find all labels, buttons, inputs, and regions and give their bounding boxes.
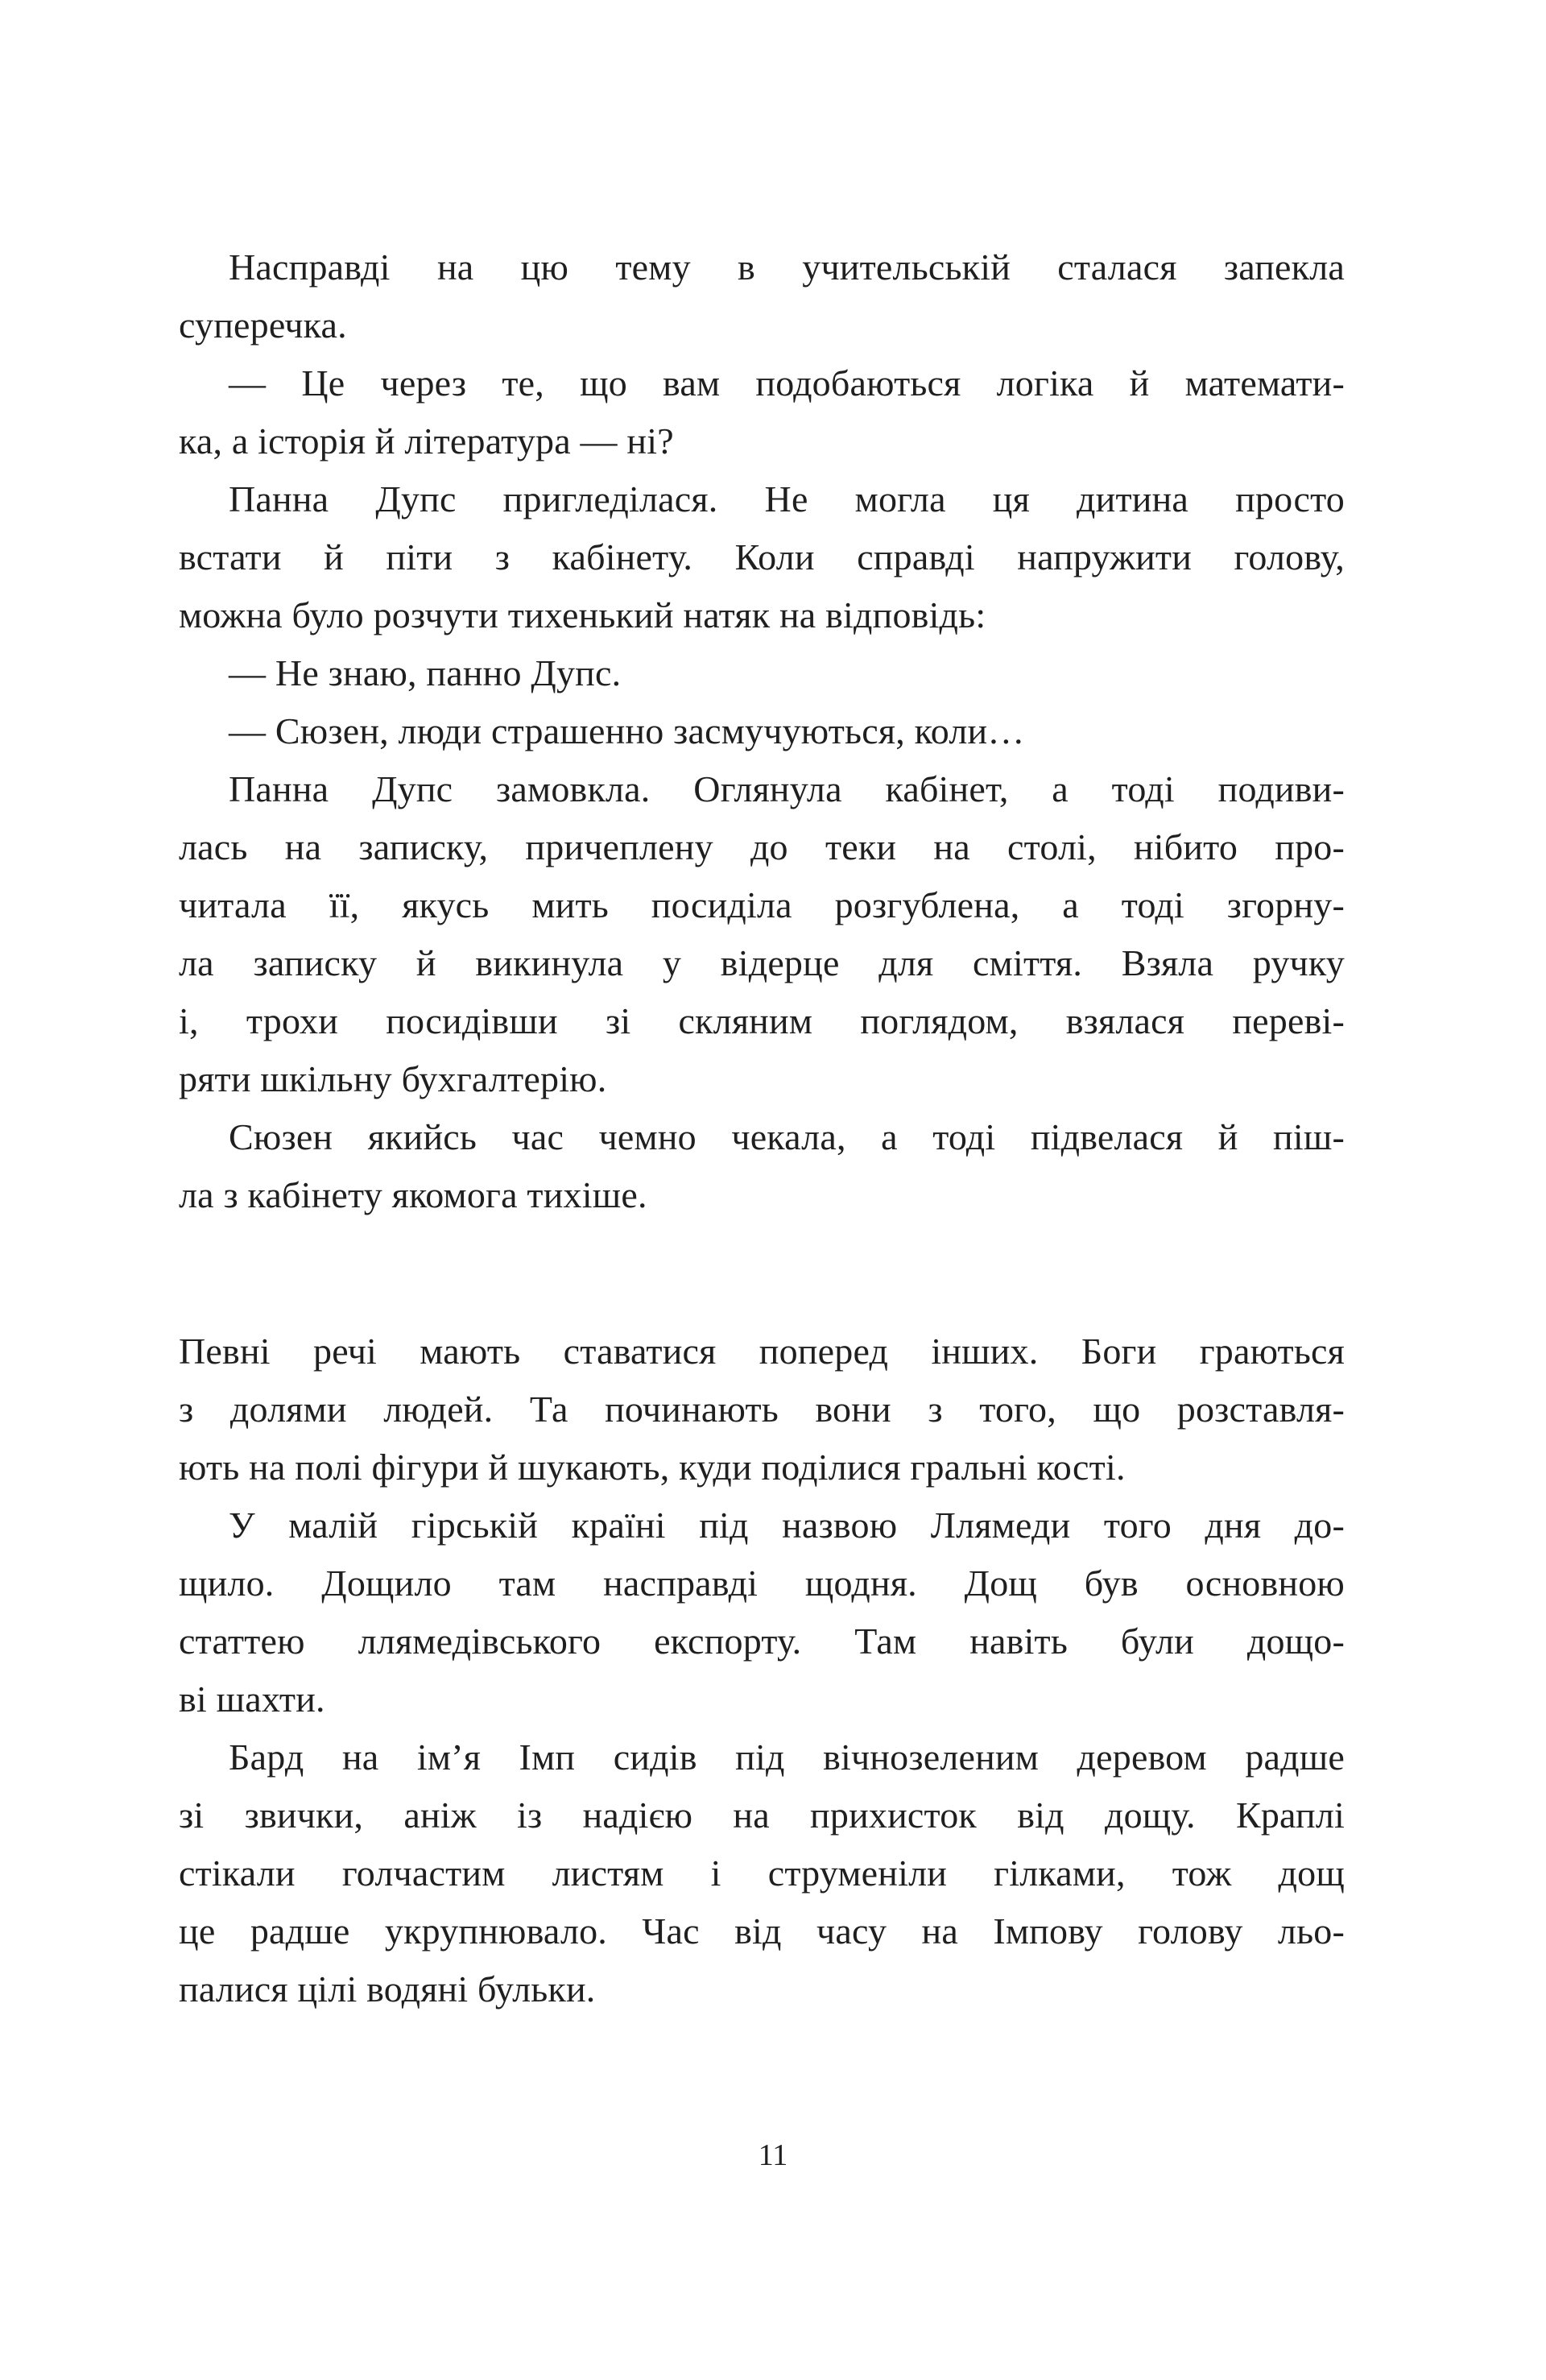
text-line: палися цілі водяні бульки.	[179, 1968, 596, 2010]
text-line: ла записку й викинула у відерце для сміття. Взяла ручку	[179, 942, 1345, 983]
text-line: — Не знаю, панно Дупс.	[229, 652, 622, 693]
text-line: У малій гірській країні під назвою Ллямеди того дня до-	[229, 1505, 1345, 1546]
text-line: Певні речі мають ставатися поперед інших. Боги граються	[179, 1331, 1345, 1372]
text-line: стікали голчастим листям і струменіли гілками, тож дощ	[179, 1852, 1345, 1894]
text-line: з долями людей. Та починають вони з того, що розставля-	[179, 1389, 1345, 1430]
text-line: ві шахти.	[179, 1678, 325, 1720]
text-line: читала її, якусь мить посиділа розгублена, а тоді згорну-	[179, 884, 1345, 925]
paragraph	[179, 1322, 1345, 1496]
text-line: і, трохи посидівши зі скляним поглядом, взялася переві-	[179, 1000, 1345, 1041]
paragraph	[179, 702, 1345, 760]
paragraph	[179, 760, 1345, 1108]
text-line: ка, а історія й література — ні?	[179, 420, 674, 462]
text-line: Сюзен якийсь час чемно чекала, а тоді підвелася й піш-	[229, 1116, 1345, 1157]
text-line: встати й піти з кабінету. Коли справді напружити голову,	[179, 536, 1345, 577]
text-line: ла з кабінету якомога тихіше.	[179, 1174, 647, 1215]
paragraph	[179, 238, 1345, 354]
paragraph	[179, 354, 1345, 470]
paragraph	[179, 644, 1345, 702]
paragraph	[179, 1108, 1345, 1224]
text-block	[179, 238, 1345, 2018]
text-line: суперечка.	[179, 304, 347, 346]
page-number: 11	[758, 2138, 788, 2172]
text-line: Панна Дупс замовкла. Оглянула кабінет, а тоді подиви-	[229, 768, 1345, 809]
text-line: можна було розчути тихенький натяк на відповідь:	[179, 594, 986, 635]
text-line: зі звички, аніж із надією на прихисток від дощу. Краплі	[179, 1794, 1345, 1836]
text-line: ють на полі фігури й шукають, куди поділися гральні кості.	[179, 1447, 1126, 1488]
text-line: щило. Дощило там насправді щодня. Дощ був основною	[179, 1563, 1345, 1604]
paragraph	[179, 1496, 1345, 1728]
paragraph	[179, 470, 1345, 644]
text-line: лась на записку, причеплену до теки на столі, нібито про-	[179, 826, 1345, 867]
text-line: ряти шкільну бухгалтерію.	[179, 1058, 607, 1099]
paragraph	[179, 1728, 1345, 2018]
text-line: — Сюзен, люди страшенно засмучуються, коли…	[229, 710, 1025, 751]
text-line: Панна Дупс пригледілася. Не могла ця дитина просто	[229, 478, 1345, 519]
text-line: статтею ллямедівського експорту. Там навіть були дощо-	[179, 1620, 1345, 1662]
text-line: Бард на ім’я Імп сидів під вічнозеленим деревом радше	[229, 1736, 1345, 1778]
text-line: — Це через те, що вам подобаються логіка й математи-	[229, 362, 1345, 404]
text-line: Насправді на цю тему в учительській сталася запекла	[229, 246, 1345, 288]
text-line: це радше укрупнювало. Час від часу на Імпову голову льо-	[179, 1910, 1345, 1952]
